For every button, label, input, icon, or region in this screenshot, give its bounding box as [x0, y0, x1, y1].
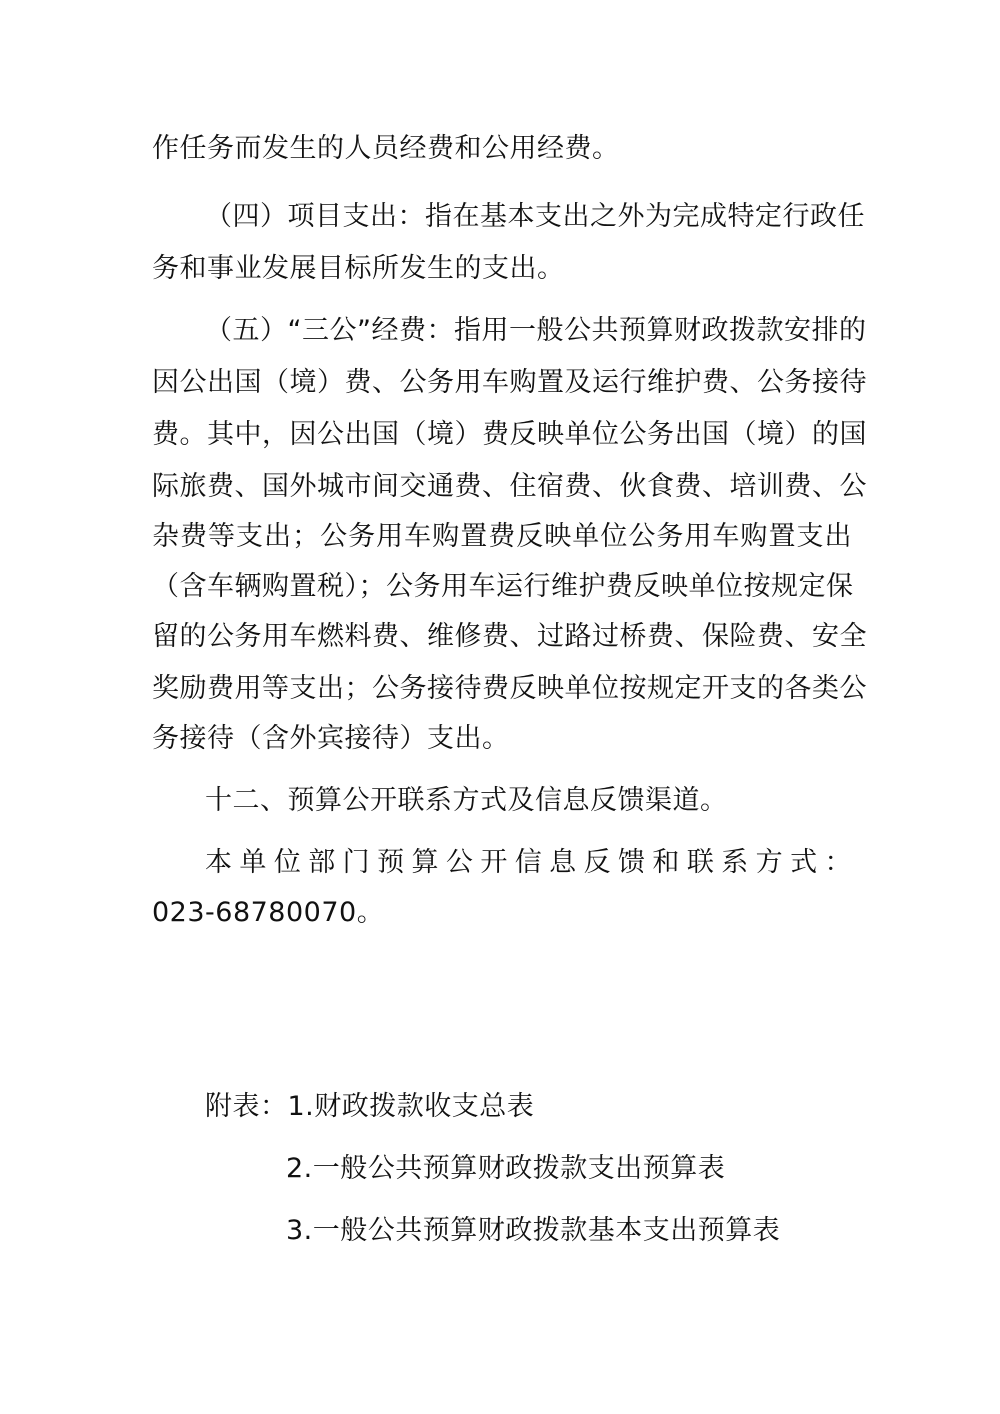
- paragraph-line: 务和事业发展目标所发生的支出。: [152, 253, 565, 284]
- paragraph-line: （含车辆购置税）；公务用车运行维护费反映单位按规定保: [152, 571, 854, 602]
- contact-text: 本单位部门预算公开信息反馈和联系方式：: [205, 847, 852, 878]
- paragraph-line: 奖励费用等支出；公务接待费反映单位按规定开支的各类公: [152, 673, 867, 704]
- paragraph-line: （四）项目支出：指在基本支出之外为完成特定行政任: [205, 201, 865, 232]
- paragraph-line: 因公出国（境）费、公务用车购置及运行维护费、公务接待: [152, 367, 867, 398]
- paragraph-line: 作任务而发生的人员经费和公用经费。: [152, 133, 620, 164]
- paragraph-line: （五）“三公”经费：指用一般公共预算财政拨款安排的: [205, 315, 867, 346]
- section-heading: 十二、预算公开联系方式及信息反馈渠道。: [205, 785, 728, 816]
- paragraph-line: 留的公务用车燃料费、维修费、过路过桥费、保险费、安全: [152, 621, 867, 652]
- paragraph-line: 务接待（含外宾接待）支出。: [152, 723, 510, 754]
- paragraph-line: 杂费等支出；公务用车购置费反映单位公务用车购置支出: [152, 521, 852, 552]
- paragraph-line: 费。其中，因公出国（境）费反映单位公务出国（境）的国: [152, 419, 867, 450]
- contact-phone: 023-68780070。: [152, 897, 385, 928]
- annex-item: 2.一般公共预算财政拨款支出预算表: [286, 1153, 726, 1184]
- annex-item: 附表：1.财政拨款收支总表: [205, 1091, 535, 1122]
- paragraph-line: 际旅费、国外城市间交通费、住宿费、伙食费、培训费、公: [152, 471, 867, 502]
- annex-item: 3.一般公共预算财政拨款基本支出预算表: [286, 1215, 781, 1246]
